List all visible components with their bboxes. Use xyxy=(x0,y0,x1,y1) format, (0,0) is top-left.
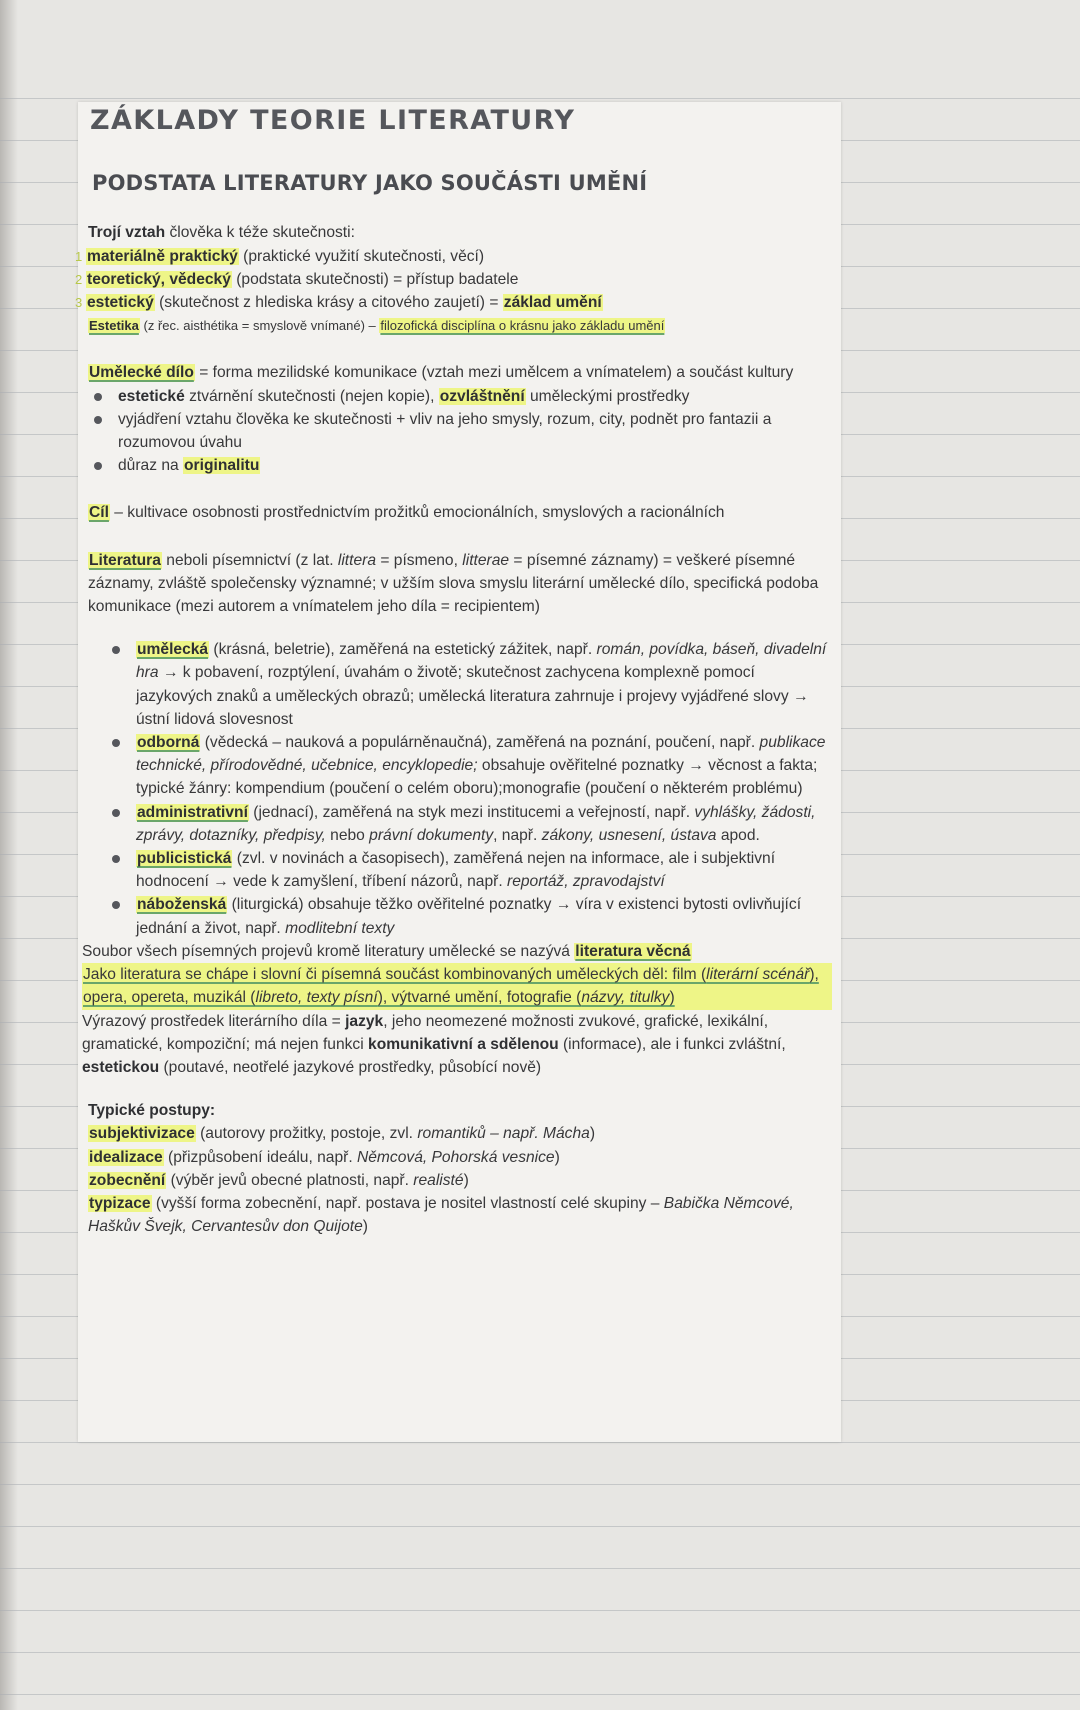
list-item: náboženská (liturgická) obsahuje těžko ověřitelné poznatky → víra v existenci bytosti ovlivňující jednání a život, např. modlitební texty xyxy=(106,893,832,939)
document-content xyxy=(75,105,832,1238)
list-item: umělecká (krásná, beletrie), zaměřená na estetický zážitek, např. román, povídka, báseň, divadelní hra → k pobavení, rozptýlení, úvahám o životě; skutečnost zachycena komplexně pomocí jazykových znaků a uměleckých obrazů; umělecká literatura zahrnuje i projevy vyjádřené slovy → ústní lidová slovesnost xyxy=(106,638,832,731)
list-item: publicistická (zvl. v novinách a časopisech), zaměřená nejen na informace, ale i subjektivní hodnocení → vede k zamyšlení, tříbení názorů, např. reportáž, zpravodajství xyxy=(106,847,832,893)
notebook-rule-line xyxy=(0,98,1080,99)
notebook-rule-line xyxy=(0,1484,1080,1485)
section-title: PODSTATA LITERATURY JAKO SOUČÁSTI UMĚNÍ xyxy=(92,171,648,196)
vztah-item: 2 teoretický, vědecký (podstata skutečnosti) = přístup badatele xyxy=(75,270,519,288)
vecna-text: Soubor všech písemných projevů kromě literatury umělecké se nazývá literatura věcná xyxy=(82,942,691,960)
notebook-rule-line xyxy=(0,1694,1080,1695)
vztah-block xyxy=(75,221,832,337)
druhy-list xyxy=(106,638,832,940)
cil-block xyxy=(88,501,832,524)
dilo-definition: Umělecké dílo = forma mezilidské komunikace (vztah mezi umělcem a vnímatelem) a součást kultury xyxy=(89,364,794,382)
postup-item: subjektivizace (autorovy prožitky, postoje, zvl. romantiků – např. Mácha) xyxy=(89,1125,596,1143)
notebook-rule-line xyxy=(0,1526,1080,1527)
notebook-rule-line xyxy=(0,1442,1080,1443)
kombinovana-text: Jako literatura se chápe i slovní či písemná součást kombinovaných uměleckých děl: film (literární scénář), opera, opereta, muzikál (libreto, texty písní), výtvarné umění, fotografie (názvy, titulky) xyxy=(82,963,832,1009)
vztah-intro: Trojí vztah člověka k téže skutečnosti: xyxy=(88,224,355,242)
vztah-item: 3 estetický (skutečnost z hlediska krásy a citového zaujetí) = základ umění xyxy=(75,294,602,312)
list-item: vyjádření vztahu člověka ke skutečnosti + vliv na jeho smysly, rozum, city, podnět pro fantazii a rozumovou úvahu xyxy=(88,408,832,454)
postup-item: idealizace (přizpůsobení ideálu, např. Němcová, Pohorská vesnice) xyxy=(89,1148,560,1166)
cil-definition: Cíl – kultivace osobnosti prostřednictvím prožitků emocionálních, smyslových a racionálních xyxy=(89,504,725,522)
vztah-item: 1 materiálně praktický (praktické využití skutečnosti, věcí) xyxy=(75,247,485,265)
postupy-block xyxy=(88,1099,832,1238)
list-item: administrativní (jednací), zaměřená na styk mezi institucemi a veřejností, např. vyhlášky, žádosti, zprávy, dotazníky, předpisy, nebo právní dokumenty, např. zákony, usnesení, ústava apod. xyxy=(106,801,832,847)
postupy-heading: Typické postupy: xyxy=(88,1102,216,1120)
literatura-block xyxy=(88,549,832,619)
estetika-definition: Estetika (z řec. aisthétika = smyslově vnímané) – filozofická disciplína o krásnu jako základu umění xyxy=(89,318,665,334)
dilo-block xyxy=(88,361,832,477)
notebook-rule-line xyxy=(0,1652,1080,1653)
page-title: ZÁKLADY TEORIE LITERATURY xyxy=(90,105,576,136)
postup-item: typizace (vyšší forma zobecnění, např. postava je nositel vlastností celé skupiny – Babička Němcové, Haškův Švejk, Cervantesův don Quijote) xyxy=(88,1194,794,1236)
jazyk-text: Výrazový prostředek literárního díla = jazyk, jeho neomezené možnosti zvukové, grafické, lexikální, gramatické, kompoziční; má nejen funkci komunikativní a sdělenou (informace), ale i funkci zvláštní, estetickou (poutavé, neotřelé jazykové prostředky, působící nově) xyxy=(82,1012,786,1076)
list-item: estetické ztvárnění skutečnosti (nejen kopie), ozvláštnění uměleckými prostředky xyxy=(88,385,832,408)
notebook-rule-line xyxy=(0,1568,1080,1569)
list-item: důraz na originalitu xyxy=(88,454,832,477)
dilo-list xyxy=(88,385,832,478)
literatura-definition: Literatura neboli písemnictví (z lat. littera = písmeno, litterae = písemné záznamy) = veškeré písemné záznamy, zvláště společensky významné; v užším slova smyslu literární umělecké dílo, specifická podoba komunikace (mezi autorem a vnímatelem jeho díla = recipientem) xyxy=(88,551,819,616)
list-item: odborná (vědecká – nauková a populárněnaučná), zaměřená na poznání, poučení, např. publikace technické, přírodovědné, učebnice, encyklopedie; obsahuje ověřitelné poznatky → věcnost a fakta; typické žánry: kompendium (poučení o celém oboru);monografie (poučení o některém problému) xyxy=(106,731,832,801)
notebook-rule-line xyxy=(0,1610,1080,1611)
druhy-block xyxy=(106,638,832,940)
vecna-block xyxy=(82,940,832,1079)
postup-item: zobecnění (výběr jevů obecné platnosti, např. realisté) xyxy=(89,1171,469,1189)
